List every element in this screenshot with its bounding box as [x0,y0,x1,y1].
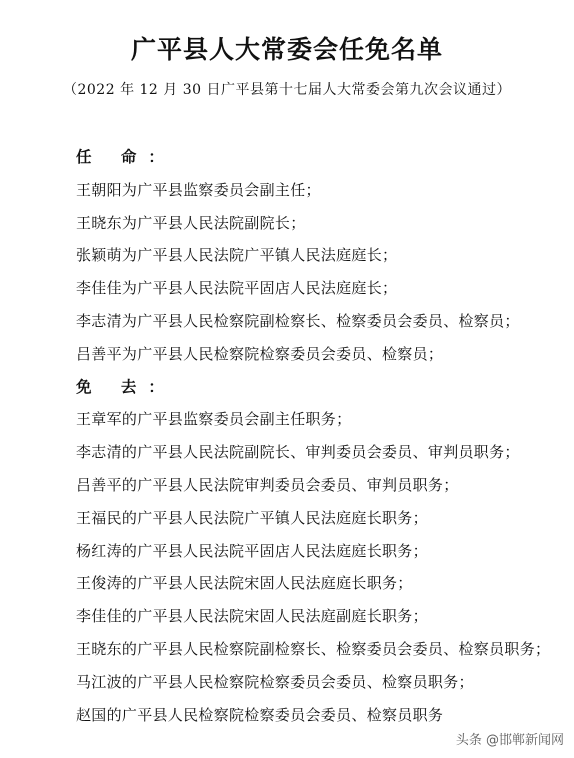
document-subtitle: （2022 年 12 月 30 日广平县第十七届人大常委会第九次会议通过） [62,82,511,98]
dismiss-item: 王章军的广平县监察委员会副主任职务； [76,410,352,429]
dismiss-item: 李志清的广平县人民法院副院长、审判委员会委员、审判员职务； [76,443,520,462]
dismiss-item: 李佳佳的广平县人民法院宋固人民法庭副庭长职务； [76,607,428,626]
appoint-item: 李志清为广平县人民检察院副检察长、检察委员会委员、检察员； [76,311,520,330]
source-watermark: 头条 @邯郸新闻网 [455,733,564,748]
dismiss-item: 杨红涛的广平县人民法院平固店人民法庭庭长职务； [76,541,428,560]
dismiss-item: 吕善平的广平县人民法院审判委员会委员、审判员职务； [76,475,459,494]
appoint-item: 张颖萌为广平县人民法院广平镇人民法庭庭长； [76,246,398,265]
dismiss-item: 王俊涛的广平县人民法院宋固人民法庭庭长职务； [76,574,413,593]
appoint-item: 吕善平为广平县人民检察院检察委员会委员、检察员； [76,344,444,363]
dismiss-heading: 免 去： [76,377,176,396]
dismiss-item: 王晓东的广平县人民检察院副检察长、检察委员会委员、检察员职务； [76,639,551,658]
dismiss-item: 马江波的广平县人民检察院检察委员会委员、检察员职务； [76,672,474,691]
appoint-item: 王朝阳为广平县监察委员会副主任； [76,180,321,199]
appoint-item: 王晓东为广平县人民法院副院长； [76,213,306,232]
appointment-list [0,141,574,731]
document-title: 广平县人大常委会任免名单 [130,35,443,64]
dismiss-item: 王福民的广平县人民法院广平镇人民法庭庭长职务； [76,508,428,527]
appoint-heading: 任 命： [76,148,176,166]
appoint-item: 李佳佳为广平县人民法院平固店人民法庭庭长； [76,279,398,298]
dismiss-item: 赵国的广平县人民检察院检察委员会委员、检察员职务 [76,705,444,724]
